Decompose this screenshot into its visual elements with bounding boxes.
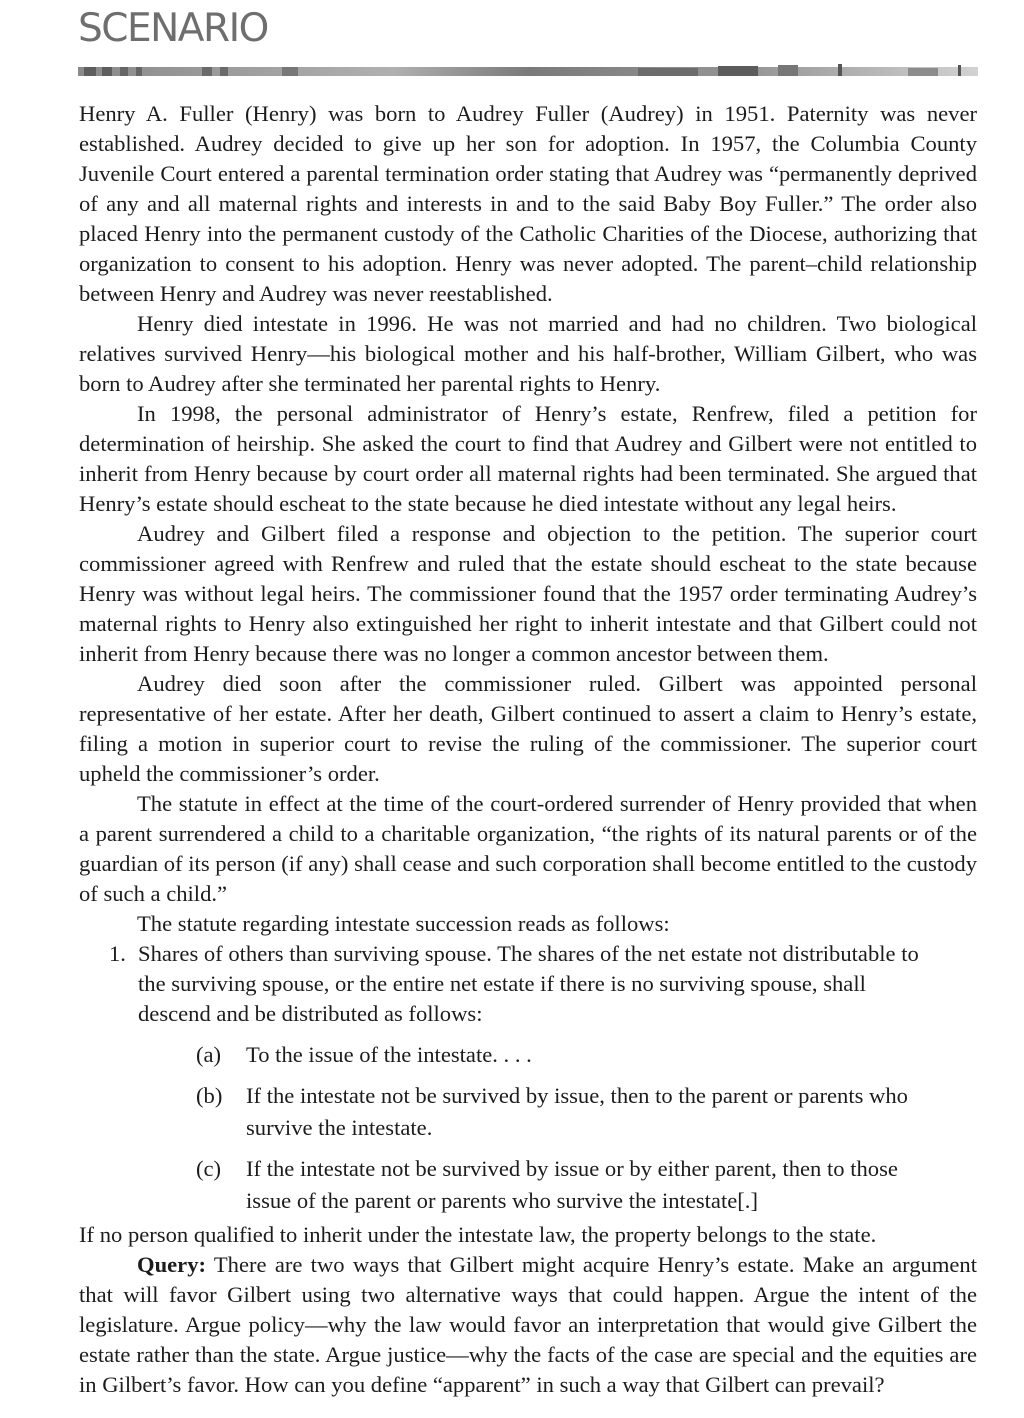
subitem-label: (b) [196,1083,223,1108]
query-label: Query: [137,1252,207,1277]
paragraph-1: Henry A. Fuller (Henry) was born to Audrey Fuller (Audrey) in 1951. Paternity was never established. Audrey decided to give up her son for adoption. In 1957, the Columbia County Juvenile Court entered a parental termination order stating that Audrey was “permanently deprived of any and all maternal rights and interests in and to the said Baby Boy Fuller.” The order also placed Henry into the permanent custody of the Catholic Charities of the Diocese, authorizing that organization to consent to his adoption. Henry was never adopted. The parent–child relationship between Henry and Audrey was never reestablished. [79,101,977,306]
statute-subitem-a [138,1039,940,1071]
closing-statement: If no person qualified to inherit under the intestate law, the property belongs to the state. [79,1222,877,1247]
paragraph-3: In 1998, the personal administrator of Henry’s estate, Renfrew, filed a petition for determination of heirship. She asked the court to find that Audrey and Gilbert were not entitled to inherit from Henry because by court order all maternal rights had been terminated. She argued that Henry’s estate should escheat to the state because he died intestate without any legal heirs. [79,401,977,516]
statute-list [79,939,977,1217]
statute-item-number: 1. [109,941,126,966]
statute-item [79,939,977,1217]
statute-subitem-c [138,1153,940,1217]
scenario-body [79,99,977,1400]
section-heading: SCENARIO [78,6,268,51]
subitem-text: If the intestate not be survived by issue, then to the parent or parents who survive the intestate. [246,1083,908,1140]
paragraph-5: Audrey died soon after the commissioner ruled. Gilbert was appointed personal representative of her estate. After her death, Gilbert continued to assert a claim to Henry’s estate, filing a motion in superior court to revise the ruling of the commissioner. The superior court upheld the commissioner’s order. [79,671,977,786]
query-paragraph [79,1250,977,1400]
paragraph-7: The statute regarding intestate succession reads as follows: [137,911,670,936]
query-text: There are two ways that Gilbert might acquire Henry’s estate. Make an argument that will favor Gilbert using two alternative ways that could happen. Argue the intent of the legislature. Argue policy—why the law would favor an interpretation that would give Gilbert the estate rather than the state. Argue justice—why the facts of the case are special and the equities are in Gilbert’s favor. How can you define “apparent” in such a way that Gilbert can prevail? [79,1252,977,1397]
paragraph-2: Henry died intestate in 1996. He was not married and had no children. Two biological relatives survived Henry—his biological mother and his half-brother, William Gilbert, who was born to Audrey after she terminated her parental rights to Henry. [79,311,977,396]
paragraph-4: Audrey and Gilbert filed a response and objection to the petition. The superior court commissioner agreed with Renfrew and ruled that the estate should escheat to the state because Henry was without legal heirs. The commissioner found that the 1957 order terminating Audrey’s maternal rights to Henry also extinguished her right to inherit intestate and that Gilbert could not inherit from Henry because there was no longer a common ancestor between them. [79,521,977,666]
subitem-label: (c) [196,1156,222,1181]
statute-subitem-b [138,1080,940,1144]
statute-item-text: Shares of others than surviving spouse. The shares of the net estate not distributable to the surviving spouse, or the entire net estate if there is no surviving spouse, shall descend and be distributed as follows: [138,941,919,1026]
subitem-text: If the intestate not be survived by issue or by either parent, then to those issue of the parent or parents who survive the intestate[.] [246,1156,898,1213]
subitem-text: To the issue of the intestate. . . . [246,1042,532,1067]
paragraph-6: The statute in effect at the time of the court-ordered surrender of Henry provided that when a parent surrendered a child to a charitable organization, “the rights of its natural parents or of the guardian of its person (if any) shall cease and such corporation shall become entitled to the custody of such a child.” [79,791,977,906]
statute-subitems [138,1039,940,1217]
decorative-header-rule [78,64,978,78]
subitem-label: (a) [196,1042,222,1067]
